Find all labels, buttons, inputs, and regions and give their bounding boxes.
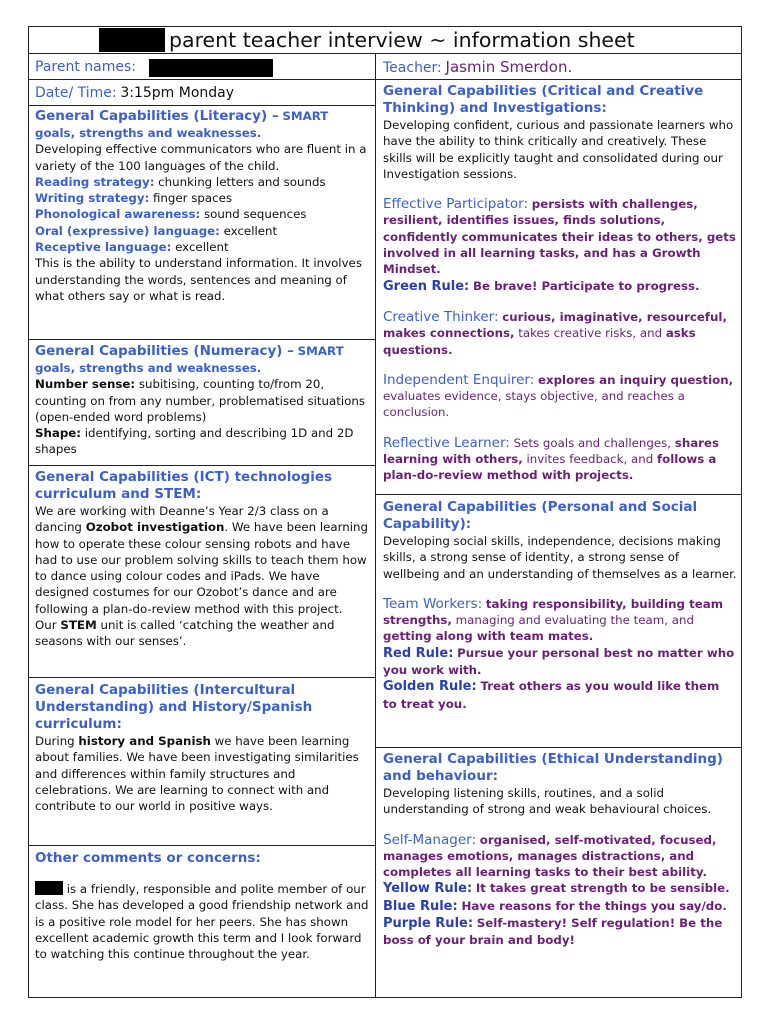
numeracy-item-value: subitising, counting to/from 20, counting on from any number, problematised situations (open-ended word problems) xyxy=(35,377,365,424)
intercultural-section xyxy=(29,682,375,842)
green-rule-text: Be brave! Participate to progress. xyxy=(472,278,700,293)
creative-text: takes creative risks, and xyxy=(518,326,663,341)
reflective-text: invites feedback, and xyxy=(526,452,654,467)
divider xyxy=(29,339,375,340)
teacher-cell xyxy=(377,55,741,79)
teacher-label: Teacher: xyxy=(383,60,442,76)
ict-section xyxy=(29,469,375,674)
divider xyxy=(29,677,375,678)
team-text: managing and evaluating the team, and xyxy=(455,613,694,628)
ethical-intro: Developing listening skills, routines, and a solid understanding of strong and weak behavioural choices. xyxy=(383,786,712,817)
literacy-item-label: Reading strategy: xyxy=(35,174,155,189)
comments-text: is a friendly, responsible and polite member of our class. She has developed a good friendship network and is a positive role model for her peers. She has shown excellent academic growth this term and I look forward to watching this continue throughout the year. xyxy=(35,882,369,962)
red-rule-label: Red Rule: xyxy=(383,645,454,661)
numeracy-heading: General Capabilities (Numeracy) – xyxy=(35,343,294,359)
ict-text: unit is called ‘catching the weather and seasons with our senses’. xyxy=(35,618,335,649)
numeracy-heading-small: SMART goals, strengths and weaknesses xyxy=(35,344,344,375)
literacy-item-value: chunking letters and sounds xyxy=(158,174,326,189)
creative-label: Creative Thinker: xyxy=(383,308,499,325)
literacy-item-value: sound sequences xyxy=(203,207,307,222)
effective-label: Effective Participator: xyxy=(383,196,529,213)
personal-heading: General Capabilities (Personal and Social Capability): xyxy=(383,499,698,532)
purple-rule-text: Self-mastery! Self regulation! Be the boss of your brain and body! xyxy=(383,916,723,948)
reflective-text: follows a plan-do-review method with projects. xyxy=(383,452,717,483)
critical-heading: General Capabilities (Critical and Creative Thinking) and Investigations: xyxy=(383,83,704,116)
numeracy-item-value: identifying, sorting and describing 1D and 2D shapes xyxy=(35,426,354,457)
divider xyxy=(29,79,375,80)
teacher-name: Jasmin Smerdon. xyxy=(445,58,573,76)
ict-text: . We have been learning how to operate these colour sensing robots and have had to use our problem solving skills to teach them how to dance using colour codes and iPads. We have designed costumes for our Ozobot’s dance and are following a plan-do-review method with this project. xyxy=(35,520,368,616)
column-divider xyxy=(375,54,376,997)
enquirer-text: evaluates evidence, stays objective, and reaches a conclusion. xyxy=(383,389,685,420)
numeracy-item-label: Shape: xyxy=(35,426,82,441)
personal-intro: Developing social skills, independence, decisions making skills, a strong sense of identity, a strong sense of wellbeing and an understanding of themselves as a learner. xyxy=(383,534,737,581)
divider xyxy=(375,747,741,748)
divider xyxy=(375,79,741,80)
literacy-item-label: Phonological awareness: xyxy=(35,207,201,222)
critical-intro: Developing confident, curious and passionate learners who have the ability to think critically and creatively. These skills will be explicitly taught and consolidated during our Investigation sessions. xyxy=(383,118,734,181)
enquirer-text: explores an inquiry question, xyxy=(538,372,734,387)
ethical-section xyxy=(377,751,743,997)
ict-bold: Ozobot investigation xyxy=(85,520,225,535)
blue-rule-text: Have reasons for the things you say/do. xyxy=(461,898,727,913)
literacy-section: General Capabilities (Literacy) – SMART goals, strengths and weaknesses. Developing effective communicators who are fluent in a variety of the 100 languages of the child. Reading strategy: chunking letters and sounds Writing strategy: finger spaces Phonological awareness: sound sequences Oral (expressive) language: excellent Receptive language: excellent This is the ability to understand information. It involves understanding the words, sentences and meaning of what others say or what is read. xyxy=(29,108,375,338)
information-sheet xyxy=(28,26,742,998)
literacy-outro: This is the ability to understand information. It involves understanding the words, sentences and meaning of what others say or what is read. xyxy=(35,256,362,303)
creative-text: curious, imaginative, resourceful, makes connections, xyxy=(383,309,727,341)
intercultural-text: During xyxy=(35,734,75,748)
comments-section xyxy=(29,850,375,996)
reflective-text: shares learning with others, xyxy=(383,435,720,467)
redaction-block xyxy=(35,881,63,895)
literacy-intro: Developing effective communicators who are fluent in a variety of the 100 languages of the child. xyxy=(35,142,367,173)
effective-text: persists with challenges, resilient, identifies issues, finds solutions, confidently communicates their ideas to others, gets involved in all learning tasks, and has a Growth Mindset. xyxy=(383,197,736,277)
intercultural-text: we have been learning about families. We have been investigating similarities and differences within family structures and celebrations. We are learning to connect with and contribute to our world in positive ways. xyxy=(35,734,359,814)
parent-names-cell xyxy=(29,55,375,79)
title-row xyxy=(29,27,741,54)
reflective-label: Reflective Learner: xyxy=(383,434,510,451)
date-time-value: 3:15pm Monday xyxy=(120,85,235,101)
intercultural-bold: history and Spanish xyxy=(78,734,211,748)
ict-heading: General Capabilities (ICT) technologies curriculum and STEM: xyxy=(35,469,333,502)
red-rule-text: Pursue your personal best no matter who you work with. xyxy=(383,645,735,678)
enquirer-label: Independent Enquirer: xyxy=(383,371,535,388)
page-title: parent teacher interview ~ information sheet xyxy=(169,28,635,52)
redaction-block xyxy=(99,28,165,52)
ethical-heading: General Capabilities (Ethical Understanding) and behaviour: xyxy=(383,751,723,784)
comments-heading: Other comments or concerns: xyxy=(35,850,261,866)
green-rule-label: Green Rule: xyxy=(383,278,470,294)
literacy-item-label: Oral (expressive) language: xyxy=(35,223,220,238)
blue-rule-label: Blue Rule: xyxy=(383,898,458,914)
literacy-item-label: Receptive language: xyxy=(35,240,172,255)
ict-text: Our xyxy=(35,618,57,633)
purple-rule-label: Purple Rule: xyxy=(383,916,474,932)
literacy-item-value: excellent xyxy=(223,223,278,238)
self-manager-label: Self-Manager: xyxy=(383,831,476,848)
ict-text: We are working with Deanne’s Year 2/3 class on a dancing xyxy=(35,504,329,535)
golden-rule-label: Golden Rule: xyxy=(383,679,477,695)
literacy-heading: General Capabilities (Literacy) – xyxy=(35,108,279,124)
personal-section xyxy=(377,499,743,744)
divider xyxy=(375,494,741,495)
redaction-block xyxy=(149,59,273,77)
literacy-item-value: finger spaces xyxy=(152,191,232,206)
numeracy-item-label: Number sense: xyxy=(35,377,136,392)
team-text: taking responsibility, building team strengths, xyxy=(383,596,724,628)
team-label: Team Workers: xyxy=(383,595,483,612)
reflective-text: Sets goals and challenges, xyxy=(513,435,672,450)
divider xyxy=(29,465,375,466)
yellow-rule-text: It takes great strength to be sensible. xyxy=(475,881,730,896)
divider xyxy=(29,105,375,106)
golden-rule-text: Treat others as you would like them to treat you. xyxy=(383,679,720,711)
ict-bold: STEM xyxy=(60,618,97,633)
numeracy-section: General Capabilities (Numeracy) – SMART goals, strengths and weaknesses. Number sense: subitising, counting to/from 20, counting on from any number, problematised situations (open-ended word problems) Shape: identifying, sorting and describing 1D and 2D shapes xyxy=(35,343,365,457)
literacy-item-label: Writing strategy: xyxy=(35,191,150,206)
date-time-label: Date/ Time: xyxy=(35,85,117,101)
team-text: getting along with team mates. xyxy=(383,629,594,644)
self-manager-text: organised, self-motivated, focused, manages emotions, manages distractions, and completes all learning tasks to their best ability. xyxy=(383,832,717,880)
intercultural-heading: General Capabilities (Intercultural Understanding) and History/Spanish curriculum: xyxy=(35,682,313,732)
critical-section xyxy=(377,83,743,493)
parent-names-label: Parent names: xyxy=(35,59,136,75)
creative-text: asks questions. xyxy=(383,326,696,357)
literacy-heading-small: SMART goals, strengths and weaknesses xyxy=(35,109,329,140)
divider xyxy=(29,845,375,846)
yellow-rule-label: Yellow Rule: xyxy=(383,881,473,897)
literacy-item-value: excellent xyxy=(175,240,229,255)
date-time-cell xyxy=(29,81,375,105)
